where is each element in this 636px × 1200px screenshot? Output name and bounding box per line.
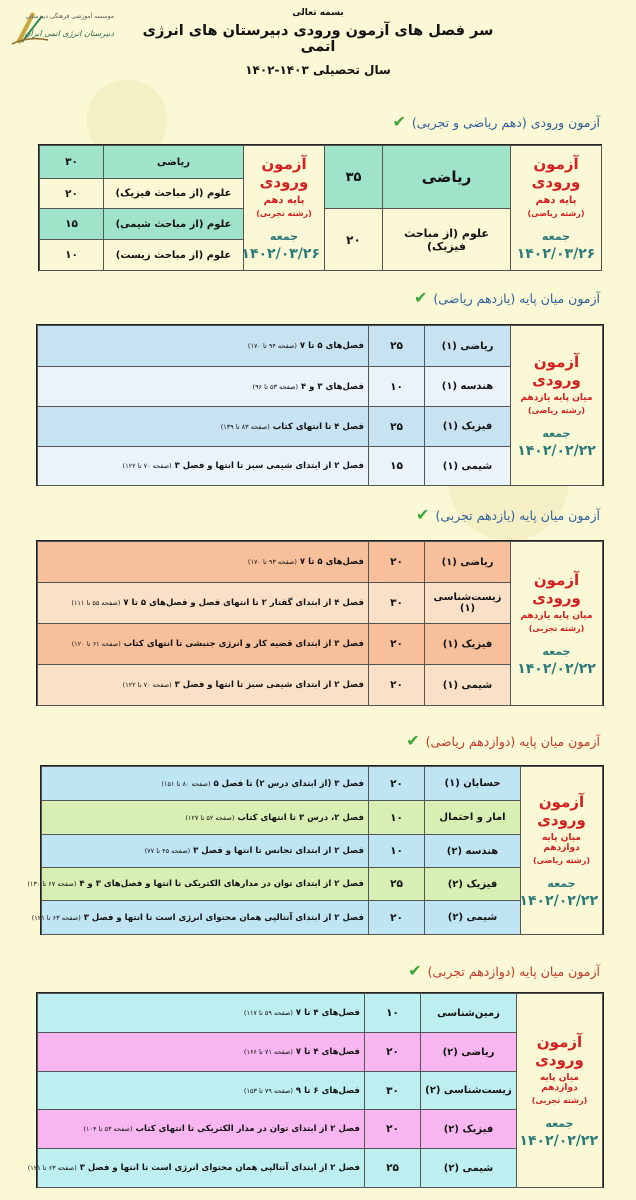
range-cell: فصل ۲ از ابتدای تجانس تا انتها و فصل ۳ (صفحه ۴۵ تا ۷۷) — [42, 835, 369, 868]
section-heading-11-riazi: آزمون میان پایه (یازدهم ریاضی)✔ — [414, 288, 600, 307]
range-cell: فصل‌های ۴ تا ۷ (صفحه ۵۹ تا ۱۱۷) — [38, 994, 365, 1033]
side-cell: آزمون ورودی میان پایه یازدهم (رشته ریاضی) جمعه ۱۴۰۲/۰۲/۲۲ — [511, 326, 603, 486]
subject-cell: حسابان (۱) — [425, 767, 521, 801]
count-cell: ۲۰ — [369, 624, 425, 665]
count-cell: ۲۰ — [369, 665, 425, 706]
count-cell: ۲۰ — [369, 542, 425, 583]
table-12-riazi — [27, 765, 604, 935]
count-cell: ۲۰ — [369, 767, 425, 801]
tajrobi-subject-1: ریاضی — [104, 146, 244, 179]
side-cell: آزمون ورودی میان پایه یازدهم (رشته تجربی) جمعه ۱۴۰۲/۰۲/۲۲ — [511, 542, 603, 706]
tajrobi-count-3: ۱۵ — [40, 209, 104, 240]
side-cell: آزمون ورودی میان پایه دوازدهم (رشته تجربی) جمعه ۱۴۰۲/۰۲/۲۲ — [517, 994, 603, 1188]
riazi-count-1: ۳۵ — [325, 146, 383, 209]
count-cell: ۲۰ — [365, 1110, 421, 1149]
count-cell: ۱۵ — [369, 447, 425, 486]
check-icon: ✔ — [414, 288, 428, 307]
subject-cell: امار و احتمال — [425, 801, 521, 835]
range-cell: فصل ۲، درس ۳ تا انتهای کتاب (صفحه ۵۲ تا ۱۲۷) — [42, 801, 369, 835]
section-heading-12-riazi: آزمون میان پایه (دوازدهم ریاضی)✔ — [406, 731, 600, 750]
count-cell: ۱۰ — [369, 801, 425, 835]
table-11-tajrobi — [36, 540, 604, 706]
check-icon: ✔ — [392, 112, 406, 131]
count-cell: ۳۰ — [365, 1072, 421, 1110]
subject-cell: شیمی (۲) — [425, 901, 521, 935]
riazi-subject-2: علوم (از مباحث فیزیک) — [383, 209, 511, 271]
range-cell: فصل‌های ۴ تا ۷ (صفحه ۷۱ تا ۱۶۶) — [38, 1033, 365, 1072]
count-cell: ۲۵ — [369, 868, 425, 901]
count-cell: ۲۵ — [365, 1149, 421, 1188]
school-logo — [8, 6, 118, 48]
section-heading-10: آزمون ورودی (دهم ریاضی و تجربی)✔ — [392, 112, 600, 131]
subject-cell: زیست‌شناسی (۱) — [425, 583, 511, 624]
subject-cell: ریاضی (۱) — [425, 326, 511, 367]
subject-cell: زمین‌شناسی — [421, 994, 517, 1033]
range-cell: فصل ۴ تا انتهای کتاب (صفحه ۸۳ تا ۱۳۹) — [38, 407, 369, 447]
tajrobi-count-4: ۱۰ — [40, 240, 104, 271]
tajrobi-subject-2: علوم (از مباحث فیزیک) — [104, 179, 244, 209]
section-heading-11-tajrobi: آزمون میان پایه (یازدهم تجربی)✔ — [416, 505, 600, 524]
check-icon: ✔ — [416, 505, 430, 524]
range-cell: فصل ۲ از ابتدای آنتالپی همان محتوای انرژی است تا انتها و فصل ۳ (صفحه ۶۳ تا ۱۲۱) — [42, 901, 369, 935]
riazi-count-2: ۲۰ — [325, 209, 383, 271]
subject-cell: شیمی (۲) — [421, 1149, 517, 1188]
range-cell: فصل ۲ از ابتدای توان در مدارهای الکتریکی تا انتها و فصل‌های ۳ و ۴ (صفحه ۶۷ تا ۱۳۰) — [42, 868, 369, 901]
subject-cell: زیست‌شناسی (۲) — [421, 1072, 517, 1110]
count-cell: ۲۰ — [369, 901, 425, 935]
range-cell: فصل ۴ از ابتدای گفتار ۲ تا انتهای فصل و فصل‌های ۵ تا ۷ (صفحه ۵۵ تا ۱۱۱) — [38, 583, 369, 624]
range-cell: فصل ۲ از ابتدای شیمی سبز تا انتها و فصل ۳ (صفحه ۷۰ تا ۱۲۲) — [38, 665, 369, 706]
page-title: سر فصل های آزمون ورودی دبیرستان های انرژی اتمی — [142, 23, 494, 55]
count-cell: ۳۰ — [369, 583, 425, 624]
count-cell: ۱۰ — [369, 835, 425, 868]
side-cell: آزمون ورودی میان پایه دوازدهم (رشته ریاضی) جمعه ۱۴۰۲/۰۲/۲۲ — [521, 767, 603, 935]
riazi-side-cell: آزمون ورودی پایه دهم (رشته ریاضی) جمعه ۱۴۰۲/۰۳/۲۶ — [511, 146, 602, 271]
count-cell: ۱۰ — [365, 994, 421, 1033]
check-icon: ✔ — [406, 731, 420, 750]
count-cell: ۲۰ — [365, 1033, 421, 1072]
tajrobi-count-1: ۳۰ — [40, 146, 104, 179]
bismillah: بسمه تعالی — [292, 8, 344, 18]
logo-line1: موسسه آموزشی فرهنگی دبیرستان — [25, 13, 114, 20]
subject-cell: ریاضی (۱) — [425, 542, 511, 583]
check-icon: ✔ — [408, 961, 422, 980]
subject-cell: شیمی (۱) — [425, 665, 511, 706]
page-header — [140, 8, 496, 77]
count-cell: ۲۵ — [369, 326, 425, 367]
subject-cell: هندسه (۲) — [425, 835, 521, 868]
count-cell: ۱۰ — [369, 367, 425, 407]
subject-cell: هندسه (۱) — [425, 367, 511, 407]
section-heading-12-tajrobi: آزمون میان پایه (دوازدهم تجربی)✔ — [408, 961, 600, 980]
tajrobi-subject-4: علوم (از مباحث زیست) — [104, 240, 244, 271]
range-cell: فصل‌های ۳ و ۴ (صفحه ۵۳ تا ۹۶) — [38, 367, 369, 407]
table-12-tajrobi — [27, 992, 604, 1188]
tajrobi-subject-3: علوم (از مباحث شیمی) — [104, 209, 244, 240]
subject-cell: فیزیک (۲) — [421, 1110, 517, 1149]
range-cell: فصل ۲ از ابتدای آنتالپی همان محتوای انرژی است تا انتها و فصل ۳ (صفحه ۶۳ تا ۱۲۱) — [38, 1149, 365, 1188]
subject-cell: فیزیک (۱) — [425, 407, 511, 447]
subject-cell: شیمی (۱) — [425, 447, 511, 486]
subject-cell: ریاضی (۲) — [421, 1033, 517, 1072]
subject-cell: فیزیک (۲) — [425, 868, 521, 901]
range-cell: فصل‌های ۶ تا ۹ (صفحه ۷۹ تا ۱۵۳) — [38, 1072, 365, 1110]
range-cell: فصل‌های ۵ تا ۷ (صفحه ۹۳ تا ۱۷۰) — [38, 542, 369, 583]
range-cell: فصل‌های ۵ تا ۷ (صفحه ۹۴ تا ۱۷۰) — [38, 326, 369, 367]
table-11-riazi — [36, 324, 604, 486]
tajrobi-count-2: ۲۰ — [40, 179, 104, 209]
range-cell: فصل ۲ از ابتدای شیمی سبز تا انتها و فصل ۳ (صفحه ۷۰ تا ۱۲۲) — [38, 447, 369, 486]
range-cell: فصل ۳ از ابتدای قضیه کار و انرژی جنبشی تا انتهای کتاب (صفحه ۶۱ تا ۱۲۰) — [38, 624, 369, 665]
logo-line2: دبیرستان انرژی اتمی ایران — [24, 29, 114, 38]
table-grade-10 — [38, 144, 602, 271]
riazi-subject-1: ریاضی — [383, 146, 511, 209]
count-cell: ۲۵ — [369, 407, 425, 447]
range-cell: فصل ۲ از ابتدای توان در مدار الکتریکی تا انتهای کتاب (صفحه ۵۳ تا ۱۰۴) — [38, 1110, 365, 1149]
academic-year: سال تحصیلی ۱۴۰۳-۱۴۰۲ — [245, 63, 391, 77]
subject-cell: فیزیک (۱) — [425, 624, 511, 665]
tajrobi-side-cell: آزمون ورودی پایه دهم (رشته تجربی) جمعه ۱۴۰۲/۰۳/۲۶ — [244, 146, 325, 271]
range-cell: فصل ۳ (از ابتدای درس ۲) تا فصل ۵ (صفحه ۸۰ تا ۱۵۱) — [42, 767, 369, 801]
